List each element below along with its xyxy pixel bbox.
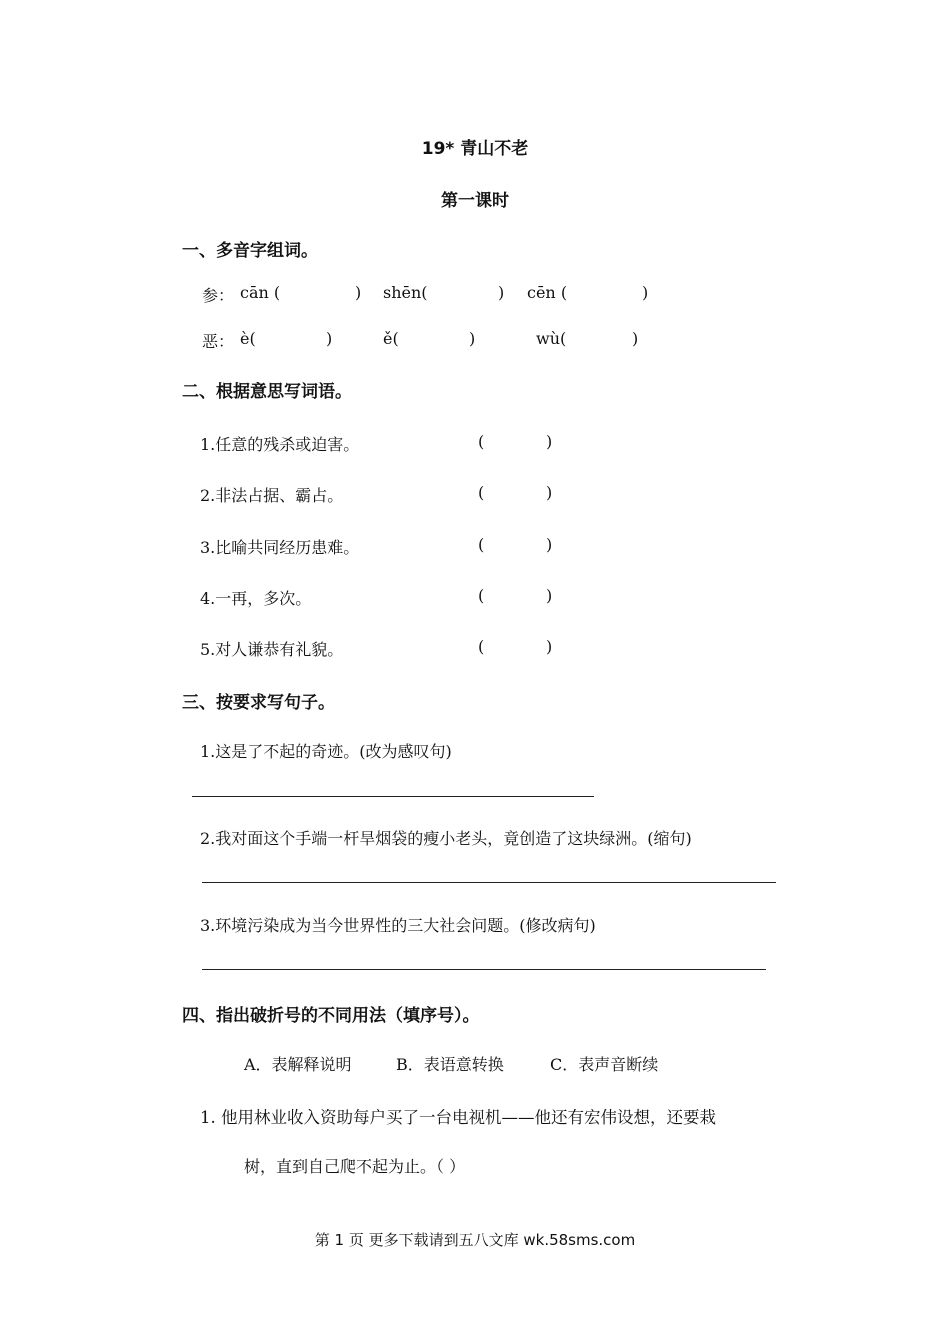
sentence-task: 3.环境污染成为当今世界性的三大社会问题。(修改病句)	[200, 916, 596, 935]
answer-blank-open: (	[478, 637, 485, 656]
option-b: B．表语意转换	[396, 1055, 504, 1074]
definition-text: 5.对人谦恭有礼貌。	[200, 640, 344, 659]
answer-line	[202, 882, 776, 883]
answer-blank-close: )	[546, 432, 553, 451]
option-c: C．表声音断续	[550, 1055, 659, 1074]
answer-blank-open: (	[478, 432, 485, 451]
page-title: 19* 青山不老	[421, 139, 529, 159]
section3-heading: 三、按要求写句子。	[182, 693, 335, 713]
definition-text: 3.比喻共同经历患难。	[200, 538, 360, 557]
page-footer: 第 1 页 更多下载请到五八文库 wk.58sms.com	[314, 1231, 636, 1249]
pinyin-blank-close: )	[326, 329, 333, 348]
pinyin-blank-close: )	[469, 329, 476, 348]
section4-heading: 四、指出破折号的不同用法（填序号）。	[182, 1006, 480, 1026]
dash-question-line-1: 1. 他用林业收入资助每户买了一台电视机——他还有宏伟设想，还要栽	[200, 1108, 716, 1127]
definition-text: 1.任意的残杀或迫害。	[200, 435, 360, 454]
sentence-task: 2.我对面这个手端一杆旱烟袋的瘦小老头，竟创造了这块绿洲。(缩句)	[200, 829, 692, 848]
answer-blank-open: (	[478, 483, 485, 502]
pinyin-blank-open: shēn(	[383, 283, 428, 302]
pinyin-blank-open: cēn (	[527, 283, 568, 302]
answer-blank-close: )	[546, 535, 553, 554]
pinyin-blank-close: )	[632, 329, 639, 348]
pinyin-blank-open: ě(	[383, 329, 399, 348]
option-a: A．表解释说明	[244, 1055, 352, 1074]
page-subtitle: 第一课时	[441, 191, 509, 211]
answer-blank-close: )	[546, 637, 553, 656]
dash-question-line-2: 树，直到自己爬不起为止。（ ）	[244, 1157, 466, 1176]
pinyin-blank-open: è(	[240, 329, 256, 348]
pinyin-blank-close: )	[355, 283, 362, 302]
answer-line	[202, 969, 766, 970]
answer-blank-close: )	[546, 483, 553, 502]
polyphone-char: 恶：	[202, 332, 235, 351]
polyphone-char: 参：	[202, 286, 235, 305]
sentence-task: 1.这是了不起的奇迹。(改为感叹句)	[200, 742, 452, 761]
answer-blank-close: )	[546, 586, 553, 605]
answer-line	[192, 796, 594, 797]
pinyin-blank-open: wù(	[536, 329, 567, 348]
pinyin-blank-close: )	[642, 283, 649, 302]
answer-blank-open: (	[478, 535, 485, 554]
answer-blank-open: (	[478, 586, 485, 605]
section1-heading: 一、多音字组词。	[182, 241, 318, 261]
section2-heading: 二、根据意思写词语。	[182, 382, 352, 402]
definition-text: 4.一再，多次。	[200, 589, 312, 608]
definition-text: 2.非法占据、霸占。	[200, 486, 344, 505]
pinyin-blank-close: )	[498, 283, 505, 302]
pinyin-blank-open: cān (	[240, 283, 281, 302]
